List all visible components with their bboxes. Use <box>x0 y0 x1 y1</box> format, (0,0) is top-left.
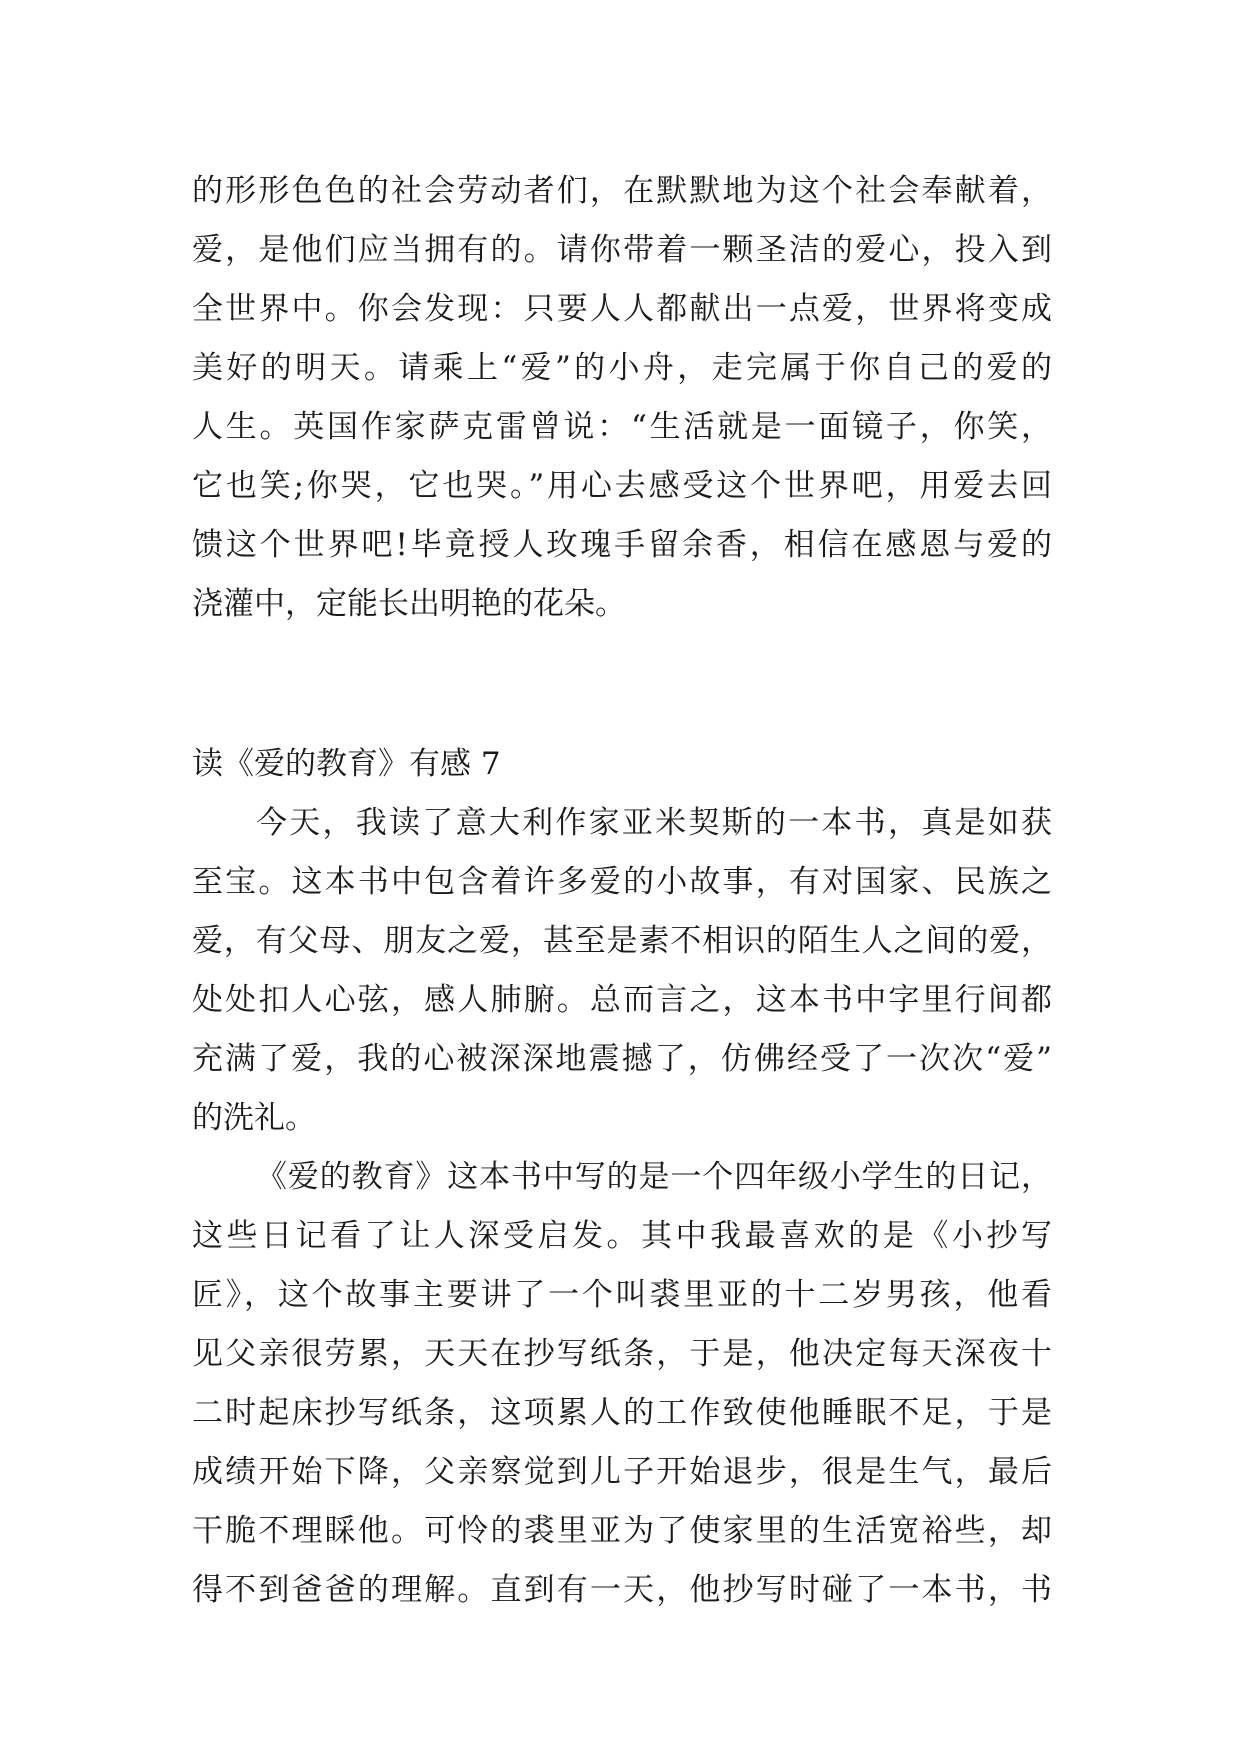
text-line: 的形形色色的社会劳动者们，在默默地为这个社会奉献着， <box>192 173 1052 209</box>
text-line: 见父亲很劳累，天天在抄写纸条，于是，他决定每天深夜十 <box>192 1336 1052 1372</box>
text-line: 这些日记看了让人深受启发。其中我最喜欢的是《小抄写 <box>192 1218 1052 1254</box>
text-line: 二时起床抄写纸条，这项累人的工作致使他睡眠不足，于是 <box>192 1395 1052 1431</box>
text-line: 处处扣人心弦，感人肺腑。总而言之，这本书中字里行间都 <box>192 982 1052 1018</box>
text-line: 充满了爱，我的心被深深地震撼了，仿佛经受了一次次“爱” <box>192 1041 1052 1077</box>
text-line: 成绩开始下降，父亲察觉到儿子开始退步，很是生气，最后 <box>192 1454 1052 1490</box>
text-line: 全世界中。你会发现：只要人人都献出一点爱，世界将变成 <box>192 291 1052 327</box>
paragraph-1 <box>192 794 1052 1148</box>
paragraph-2 <box>192 1148 1052 1620</box>
text-line: 浇灌中，定能长出明艳的花朵。 <box>192 586 626 622</box>
paragraph-previous <box>192 162 1052 634</box>
text-line: 干脆不理睬他。可怜的裘里亚为了使家里的生活宽裕些，却 <box>192 1513 1052 1549</box>
text-line: 馈这个世界吧!毕竟授人玫瑰手留余香，相信在感恩与爱的 <box>192 527 1052 563</box>
section-spacer <box>192 634 1052 734</box>
document-body <box>192 162 1052 1620</box>
text-line: 匠》，这个故事主要讲了一个叫裘里亚的十二岁男孩，他看 <box>192 1277 1052 1313</box>
section-title: 读《爱的教育》有感 7 <box>192 746 501 782</box>
text-line: 美好的明天。请乘上“爱”的小舟，走完属于你自己的爱的 <box>192 350 1052 386</box>
text-line: 《爱的教育》这本书中写的是一个四年级小学生的日记， <box>256 1159 1052 1195</box>
text-line: 爱，有父母、朋友之爱，甚至是素不相识的陌生人之间的爱， <box>192 923 1052 959</box>
text-line: 人生。英国作家萨克雷曾说：“生活就是一面镜子，你笑， <box>192 409 1052 445</box>
text-line: 得不到爸爸的理解。直到有一天，他抄写时碰了一本书，书 <box>192 1572 1052 1608</box>
text-line: 的洗礼。 <box>192 1100 316 1136</box>
text-line: 今天，我读了意大利作家亚米契斯的一本书，真是如获 <box>256 805 1052 841</box>
text-line: 至宝。这本书中包含着许多爱的小故事，有对国家、民族之 <box>192 864 1052 900</box>
text-line: 它也笑;你哭，它也哭。”用心去感受这个世界吧，用爱去回 <box>192 468 1052 504</box>
text-line: 爱，是他们应当拥有的。请你带着一颗圣洁的爱心，投入到 <box>192 232 1052 268</box>
